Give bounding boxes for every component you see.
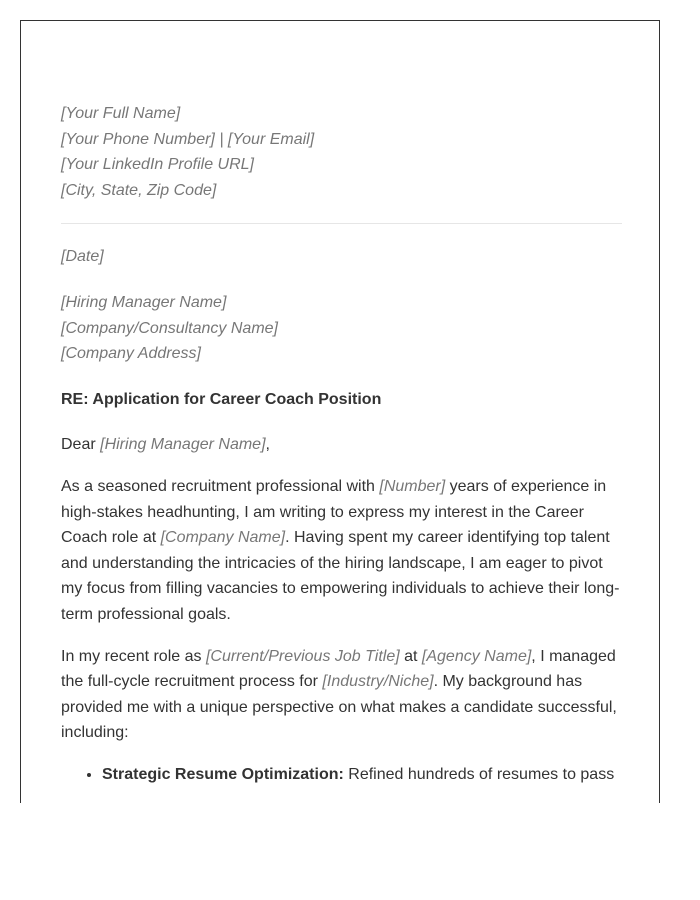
letter-date: [Date] — [61, 248, 104, 266]
p1-text-1: As a seasoned recruitment professional with — [61, 477, 380, 495]
sender-phone: [Your Phone Number] — [61, 130, 215, 148]
highlight-text: Refined hundreds of resumes to pass — [343, 765, 615, 783]
letter-content — [61, 101, 622, 787]
p2-placeholder-industry: [Industry/Niche] — [322, 673, 434, 691]
salutation-suffix: , — [265, 436, 270, 454]
salutation-prefix: Dear — [61, 436, 101, 454]
p2-placeholder-title: [Current/Previous Job Title] — [205, 647, 400, 665]
highlight-title: Strategic Resume Optimization: — [102, 765, 344, 783]
salutation-name: [Hiring Manager Name] — [100, 436, 266, 454]
p2-text-2: at — [399, 647, 422, 665]
p1-placeholder-company: [Company Name] — [160, 529, 286, 547]
p1-placeholder-years: [Number] — [379, 477, 446, 495]
letter-page — [20, 20, 660, 803]
recipient-manager: [Hiring Manager Name] — [61, 293, 227, 311]
recipient-address: [Company Address] — [61, 345, 201, 363]
p2-text-3: , I managed the full-cycle recruitment process for — [61, 647, 616, 691]
recipient-company: [Company/Consultancy Name] — [61, 319, 278, 337]
p2-placeholder-agency: [Agency Name] — [421, 647, 532, 665]
sender-email: [Your Email] — [227, 130, 315, 148]
sender-linkedin: [Your LinkedIn Profile URL] — [61, 156, 254, 174]
p2-text-4: . My background has provided me with a unique perspective on what makes a candidate successful, including: — [61, 673, 617, 742]
p1-text-2: years of experience in high-stakes headhunting, I am writing to express my interest in the Career Coach role at — [61, 477, 607, 547]
sender-info — [61, 101, 622, 203]
p2-text-1: In my recent role as — [61, 647, 206, 665]
header-divider — [61, 223, 622, 224]
highlights-list — [61, 762, 622, 788]
list-item — [102, 762, 622, 788]
salutation — [61, 432, 622, 458]
body-paragraph-2 — [61, 644, 622, 746]
contact-separator: | — [214, 130, 228, 148]
p1-text-3: . Having spent my career identifying top talent and understanding the intricacies of the hiring landscape, I am eager to pivot my focus from filling vacancies to empowering individuals to achieve their long-term professional goals. — [61, 529, 620, 623]
letter-date-block — [61, 244, 622, 270]
body-paragraph-1 — [61, 474, 622, 628]
sender-name: [Your Full Name] — [61, 105, 181, 122]
sender-location: [City, State, Zip Code] — [61, 181, 217, 199]
recipient-info — [61, 290, 622, 367]
letter-subject: RE: Application for Career Coach Position — [61, 390, 382, 408]
